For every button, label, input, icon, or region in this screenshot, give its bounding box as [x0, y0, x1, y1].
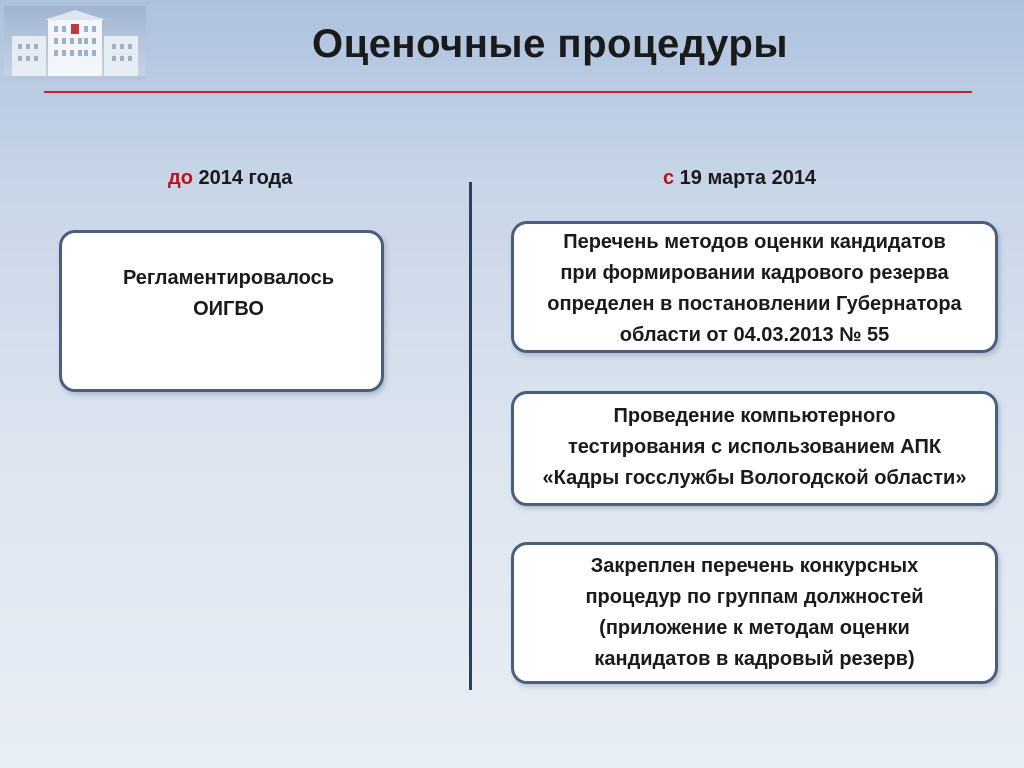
- right-box-3-text: Закреплен перечень конкурсных процедур по группам должностей (приложение к методам оценки кандидатов в кадровый резерв): [585, 555, 924, 670]
- title-underline: [44, 91, 972, 93]
- page-title: Оценочные процедуры: [311, 22, 788, 66]
- left-heading-date: 2014 года: [192, 167, 293, 189]
- right-info-box-1: [511, 221, 998, 353]
- right-heading-prefix: с: [663, 167, 675, 189]
- left-heading-prefix: до: [168, 167, 193, 189]
- right-box-1-text: Перечень методов оценки кандидатов при формировании кадрового резерва определен в постановлении Губернатора области от 04.03.2013 № 55: [547, 231, 962, 346]
- right-info-box-2: [511, 391, 998, 506]
- right-heading-date: 19 марта 2014: [674, 167, 817, 189]
- left-box-text: Регламентировалось ОИГВО: [122, 267, 335, 320]
- right-info-box-3: [511, 542, 998, 684]
- left-info-box: [59, 230, 384, 392]
- right-box-2-text: Проведение компьютерного тестирования с использованием АПК «Кадры госслужбы Вологодской области»: [542, 405, 967, 489]
- column-divider: [469, 182, 472, 690]
- right-column-heading: [663, 167, 816, 190]
- left-column-heading: [168, 167, 292, 190]
